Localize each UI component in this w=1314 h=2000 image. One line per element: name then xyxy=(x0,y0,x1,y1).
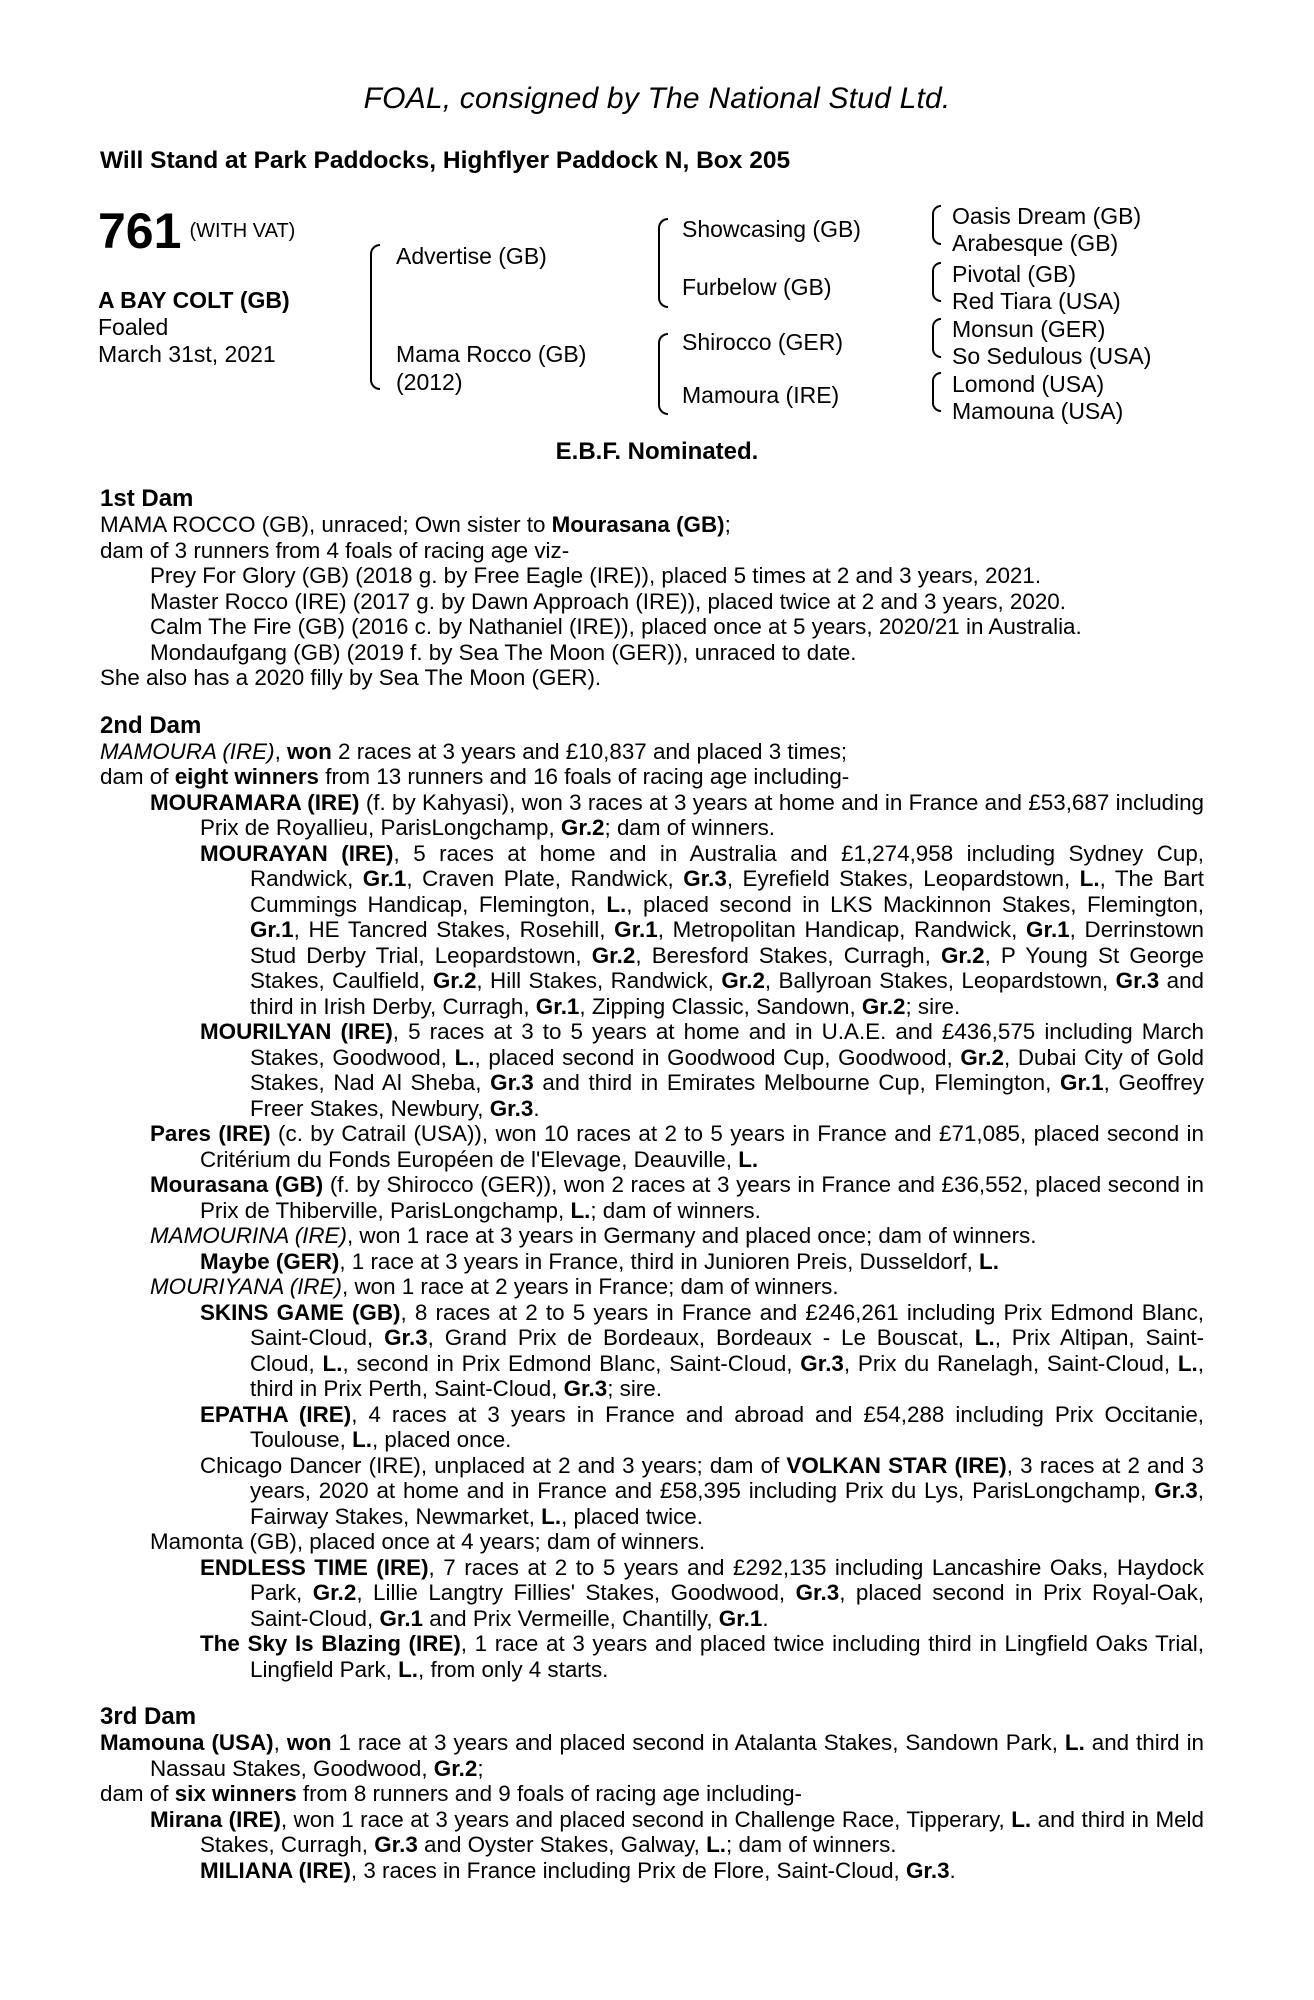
produce-endless-time: ENDLESS TIME (IRE), 7 races at 2 to 5 years and £292,135 including Lancashire Oaks, Haydock Park, Gr.2, Lillie Langtry Fillies' Stakes, Goodwood, Gr.3, placed second in Prix Royal-Oak, Saint-Cloud, Gr.1 and Prix Vermeille, Chantilly, Gr.1. xyxy=(200,1554,1205,1631)
produce-chicago-dancer: Chicago Dancer (IRE), unplaced at 2 and 3 years; dam of VOLKAN STAR (IRE), 3 races at 2 and 3 years, 2020 at home and in France and £58,395 including Prix du Lys, ParisLongchamp, Gr.3, Fairway Stakes, Newmarket, L., placed twice. xyxy=(200,1452,1204,1529)
produce-2: Master Rocco (IRE) (2017 g. by Dawn Approach (IRE)), placed twice at 2 and 3 years, 2020. xyxy=(150,588,1066,614)
pedigree-sds: Pivotal (GB) xyxy=(952,261,1076,287)
second-dam-entry: MAMOURA (IRE), won 2 races at 3 years and £10,837 and placed 3 times; xyxy=(100,738,848,764)
pedigree-dss: Monsun (GER) xyxy=(952,316,1106,342)
lot-number: 761 xyxy=(98,203,182,259)
produce-epatha: EPATHA (IRE), 4 races at 3 years in France and abroad and £54,288 including Prix Occitanie, Toulouse, L., placed once. xyxy=(200,1401,1204,1452)
catalogue-body xyxy=(100,486,1204,1883)
third-dam-heading: 3rd Dam xyxy=(100,1703,197,1730)
pedigree-brace-main xyxy=(370,244,380,390)
pedigree-sire: Advertise (GB) xyxy=(396,243,547,269)
produce-4: Mondaufgang (GB) (2019 f. by Sea The Moon (GER)), unraced to date. xyxy=(150,639,857,665)
produce-mouriyana: MOURIYANA (IRE), won 1 race at 2 years in France; dam of winners. xyxy=(150,1274,839,1299)
produce-pares: Pares (IRE) (c. by Catrail (USA)), won 10 races at 2 to 5 years in France and £71,085, placed second in Critérium du Fonds Européen de l'Elevage, Deauville, L. xyxy=(150,1121,1204,1172)
pedigree-ddd: Mamouna (USA) xyxy=(952,398,1124,424)
pedigree-brace-sire xyxy=(658,218,668,308)
lot-header xyxy=(98,202,295,260)
pedigree-dam-dam: Mamoura (IRE) xyxy=(682,382,840,408)
produce-mourilyan: MOURILYAN (IRE), 5 races at 3 to 5 years at home and in U.A.E. and £436,575 including March Stakes, Goodwood, L., placed second in Goodwood Cup, Goodwood, Gr.2, Dubai City of Gold Stakes, Nad Al Sheba, Gr.3 and third in Emirates Melbourne Cup, Flemington, Gr.1, Geoffrey Freer Stakes, Newbury, Gr.3. xyxy=(200,1019,1205,1121)
stand-location: Will Stand at Park Paddocks, Highflyer Paddock N, Box 205 xyxy=(100,147,791,174)
pedigree-dsd: So Sedulous (USA) xyxy=(952,343,1152,369)
first-dam-produce-intro: dam of 3 runners from 4 foals of racing age viz- xyxy=(100,537,570,563)
pedigree-sdd: Red Tiara (USA) xyxy=(952,288,1121,314)
consignment-line: FOAL, consigned by The National Stud Ltd. xyxy=(363,82,951,115)
produce-mourayan: MOURAYAN (IRE), 5 races at home and in Australia and £1,274,958 including Sydney Cup, Randwick, Gr.1, Craven Plate, Randwick, Gr.3, Eyrefield Stakes, Leopardstown, L., The Bart Cummings Handicap, Flemington, L., placed second in LKS Mackinnon Stakes, Flemington, Gr.1, HE Tancred Stakes, Rosehill, Gr.1, Metropolitan Handicap, Randwick, Gr.1, Derrinstown Stud Derby Trial, Leopardstown, Gr.2, Beresford Stakes, Curragh, Gr.2, P Young St George Stakes, Caulfield, Gr.2, Hill Stakes, Randwick, Gr.2, Ballyroan Stakes, Leopardstown, Gr.3 and third in Irish Derby, Curragh, Gr.1, Zipping Classic, Sandown, Gr.2; sire. xyxy=(200,840,1205,1019)
pedigree-brace-3d xyxy=(932,372,941,412)
third-dam-entry: Mamouna (USA), won 1 race at 3 years and placed second in Atalanta Stakes, Sandown Park, L. and third in Nassau Stakes, Goodwood, Gr.2; xyxy=(100,1730,1204,1781)
produce-miliana: MILIANA (IRE), 3 races in France including Prix de Flore, Saint-Cloud, Gr.3. xyxy=(200,1857,956,1883)
first-dam-heading: 1st Dam xyxy=(100,485,194,512)
produce-note: She also has a 2020 filly by Sea The Moon (GER). xyxy=(100,665,602,690)
produce-mouramara: MOURAMARA (IRE) (f. by Kahyasi), won 3 races at 3 years at home and in France and £53,687 including Prix de Royallieu, ParisLongchamp, Gr.2; dam of winners. xyxy=(150,789,1204,840)
pedigree-brace-3c xyxy=(932,318,941,358)
pedigree-brace-3a xyxy=(932,205,941,245)
pedigree-dam-year: (2012) xyxy=(396,369,463,395)
produce-skins-game: SKINS GAME (GB), 8 races at 2 to 5 years in France and £246,261 including Prix Edmond Blanc, Saint-Cloud, Gr.3, Grand Prix de Bordeaux, Bordeaux - Le Bouscat, L., Prix Altipan, Saint-Cloud, L., second in Prix Edmond Blanc, Saint-Cloud, Gr.3, Prix du Ranelagh, Saint-Cloud, L., third in Prix Perth, Saint-Cloud, Gr.3; sire. xyxy=(200,1299,1205,1401)
pedigree-brace-dam xyxy=(658,333,668,415)
pedigree-sire-dam: Furbelow (GB) xyxy=(682,274,832,300)
produce-1: Prey For Glory (GB) (2018 g. by Free Eagle (IRE)), placed 5 times at 2 and 3 years, 2021. xyxy=(150,563,1042,588)
second-dam-heading: 2nd Dam xyxy=(100,711,202,739)
first-dam-entry: MAMA ROCCO (GB), unraced; Own sister to Mourasana (GB); xyxy=(100,512,731,537)
produce-sky-is-blazing: The Sky Is Blazing (IRE), 1 race at 3 years and placed twice including third in Lingfield Oaks Trial, Lingfield Park, L., from only 4 starts. xyxy=(200,1631,1204,1682)
second-dam-produce-intro: dam of eight winners from 13 runners and 16 foals of racing age including- xyxy=(100,764,850,789)
vat-note: (WITH VAT) xyxy=(189,219,296,242)
produce-mamourina: MAMOURINA (IRE), won 1 race at 3 years in Germany and placed once; dam of winners. xyxy=(150,1223,1037,1248)
pedigree-ssd: Arabesque (GB) xyxy=(952,230,1119,256)
pedigree-dam: Mama Rocco (GB) xyxy=(396,341,587,367)
pedigree-brace-3b xyxy=(932,262,941,302)
horse-description: A BAY COLT (GB) xyxy=(98,287,290,313)
produce-maybe: Maybe (GER), 1 race at 3 years in France, third in Junioren Preis, Dusseldorf, L. xyxy=(200,1248,999,1274)
ebf-nomination: E.B.F. Nominated. xyxy=(555,438,759,465)
produce-mirana: Mirana (IRE), won 1 race at 3 years and placed second in Challenge Race, Tipperary, L. and third in Meld Stakes, Curragh, Gr.3 and Oyster Stakes, Galway, L.; dam of winners. xyxy=(150,1806,1204,1857)
produce-mourasana: Mourasana (GB) (f. by Shirocco (GER)), won 2 races at 3 years in France and £36,552, placed second in Prix de Thiberville, ParisLongchamp, L.; dam of winners. xyxy=(150,1172,1204,1223)
foaled-label: Foaled xyxy=(98,314,169,340)
third-dam-produce-intro: dam of six winners from 8 runners and 9 foals of racing age including- xyxy=(100,1781,802,1806)
produce-mamonta: Mamonta (GB), placed once at 4 years; dam of winners. xyxy=(150,1529,706,1554)
produce-3: Calm The Fire (GB) (2016 c. by Nathaniel (IRE)), placed once at 5 years, 2020/21 in Australia. xyxy=(150,614,1082,639)
pedigree-dds: Lomond (USA) xyxy=(952,371,1105,397)
pedigree-sire-sire: Showcasing (GB) xyxy=(682,216,861,242)
pedigree-sss: Oasis Dream (GB) xyxy=(952,203,1142,229)
pedigree-dam-sire: Shirocco (GER) xyxy=(682,329,844,355)
foaled-date: March 31st, 2021 xyxy=(98,341,276,367)
